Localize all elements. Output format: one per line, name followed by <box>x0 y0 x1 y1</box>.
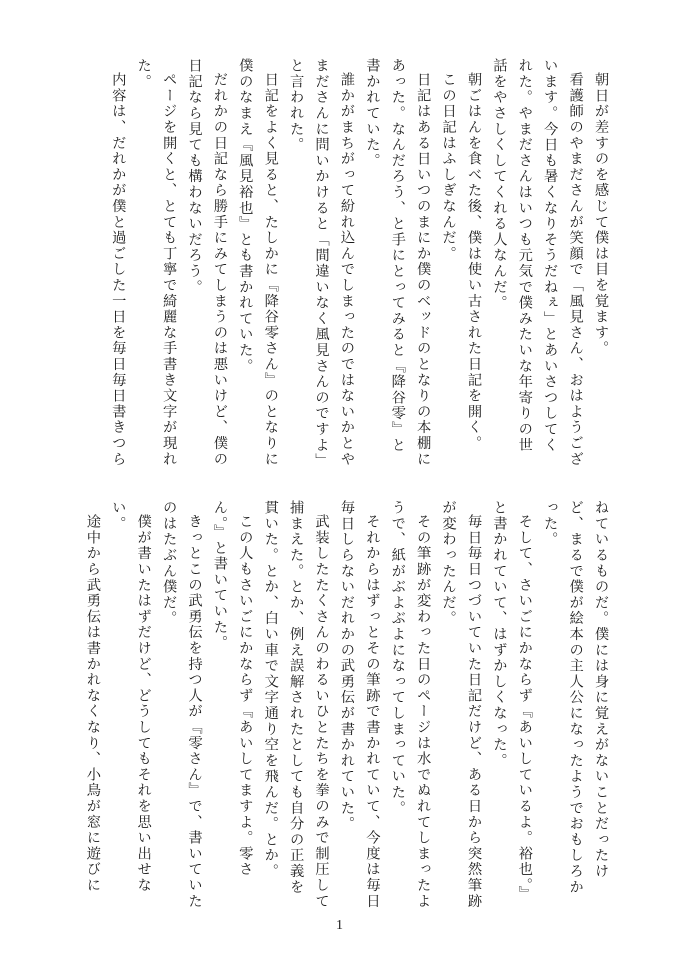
paragraph: それからはずっとその筆跡で書かれていて、今度は毎日毎日しらないだれかの武勇伝が書かれていた。 <box>338 500 381 910</box>
paragraph: 内容は、だれかが僕と過ごした一日を毎日毎日書きつら <box>110 72 127 468</box>
paragraph: 武装したたくさんのわるいひとたちを拳のみで制圧して捕まえた。とか、例え誤解されたとしても自分の正義を貫いた。とか、白い車で文字通り空を飛んだ。とか。 <box>262 500 330 910</box>
paragraph: 僕が書いたはずだけど、どうしてもそれを思い出せない。 <box>110 500 152 894</box>
paragraph: 日記はある日いつのまにか僕のベッドのとなりの本棚にあった。なんだろう、と手にとってみると『降谷零』と書かれていた。 <box>364 58 432 468</box>
paragraph: ねているものだ。僕には身に覚えがないことだったけど、まるで僕が絵本の主人公になったようでおもしろかった。 <box>542 500 609 895</box>
paragraph: 日記をよく見ると、たしかに『降谷零さん』のとなりに僕のなまえ『風見裕也』とも書かれていた。 <box>237 58 279 468</box>
paragraph: 誰かがまちがって紛れ込んでしまったのではないかとやまださんに問いかけると「間違いなく風見さんのですよ」と言われた。 <box>288 58 355 468</box>
paragraph: そして、さいごにかならず『あいしているよ。裕也。』と書かれていて、はずかしくなった。 <box>491 500 533 903</box>
text-block-top <box>95 58 613 468</box>
paragraph: 毎日毎日つづいていた日記だけど、ある日から突然筆跡が変わったんだ。 <box>440 500 482 910</box>
paragraph: この日記はふしぎなんだ。 <box>440 72 457 262</box>
text-block-bottom <box>84 500 613 910</box>
paragraph: 看護師のやまださんが笑顔で「風見さん、おはようございます。今日も暑くなりそうだねぇ」とあいさつしてくれた。やまださんはいつも元気で僕みたいな年寄りの世話をやさしくしてくれる人なんだ。 <box>491 58 584 468</box>
paragraph: だれかの日記なら勝手にみてしまうのは悪いけど、僕の日記なら見ても構わないだろう。 <box>186 58 228 468</box>
paragraph: 朝ごはんを食べた後、僕は使い古された日記を開く。 <box>465 72 482 452</box>
paragraph: きっとこの武勇伝を持つ人が『零さん』で、書いていたのはたぶん僕だ。 <box>161 500 203 910</box>
paragraph: 朝日が差すのを感じて僕は目を覚ます。 <box>593 72 609 357</box>
paragraph: その筆跡が変わった日のページは水でぬれてしまったようで、紙がぶよぶよになってしまっていた。 <box>389 500 432 910</box>
page-number: 1 <box>336 918 343 933</box>
paragraph: この人もさいごにかならず『あいしてますよ。零さん。』と書いていた。 <box>211 500 254 878</box>
paragraph: 途中から武勇伝は書かれなくなり、小鳥が窓に遊びに <box>84 514 101 894</box>
paragraph: ページを開くと、とても丁寧で綺麗な手書き文字が現れた。 <box>135 58 178 468</box>
